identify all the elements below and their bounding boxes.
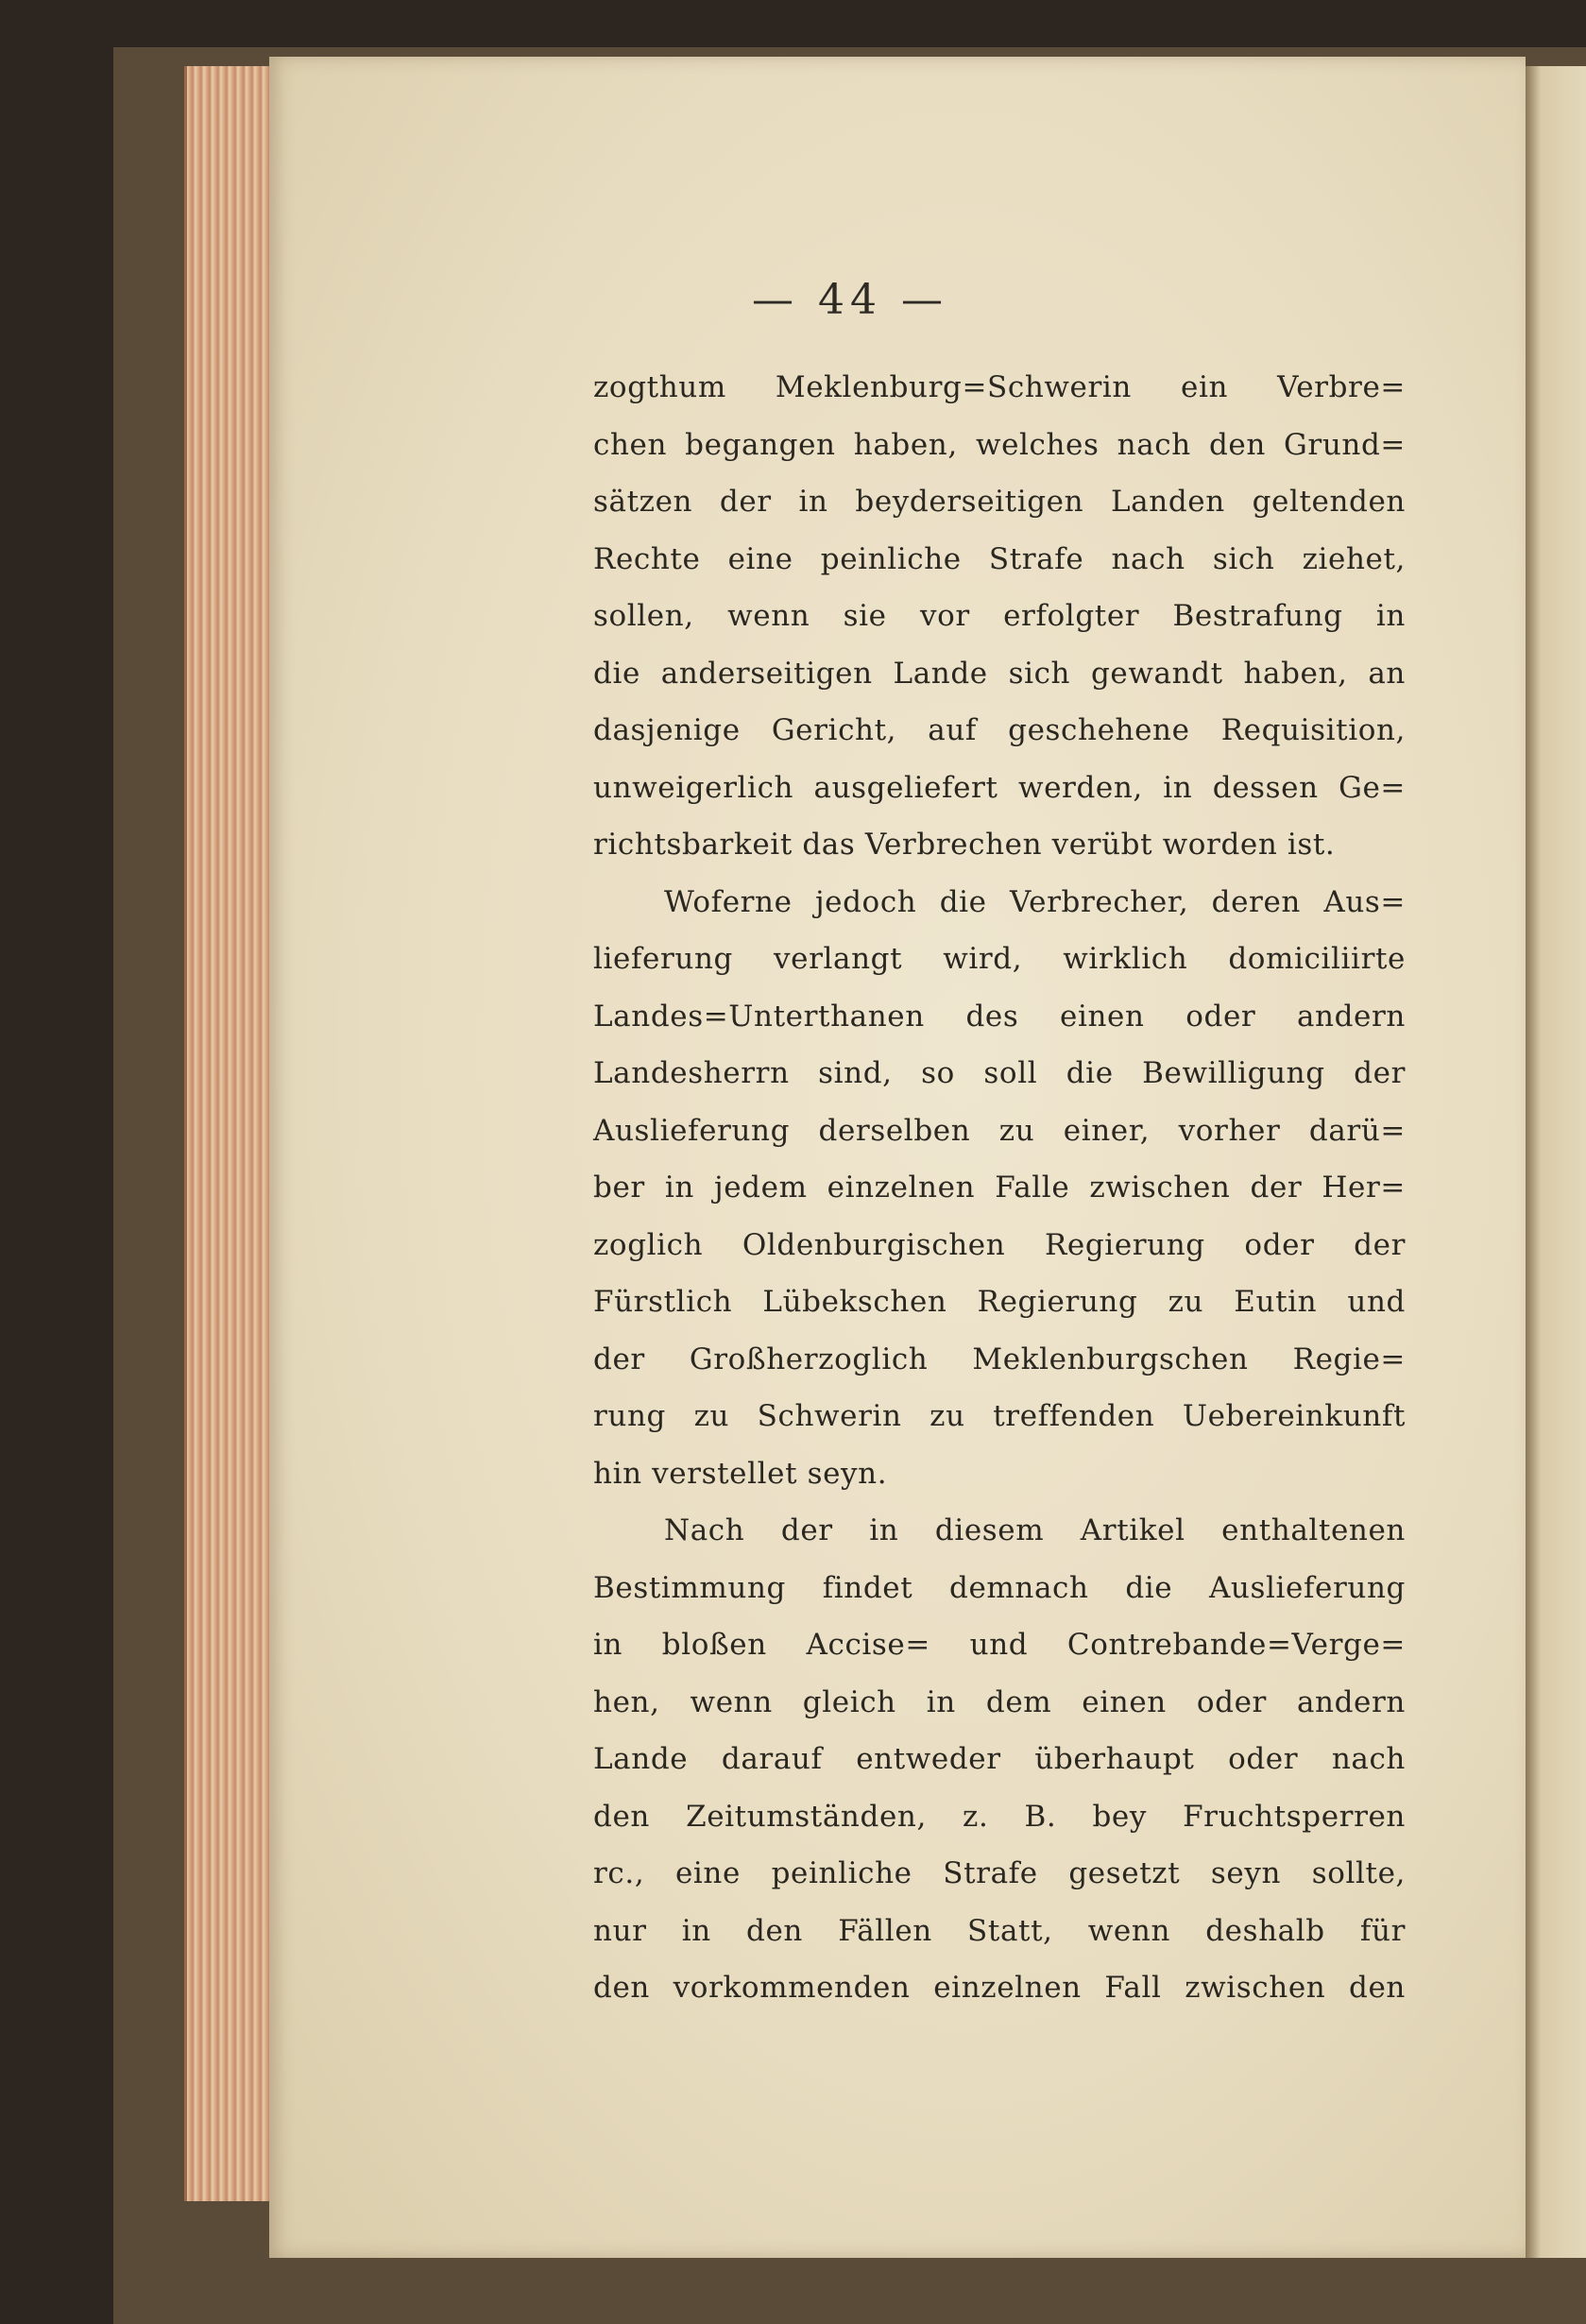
text-line: Lande darauf entweder überhaupt oder nach (593, 1742, 1406, 1776)
text-line: richtsbarkeit das Verbrechen verübt worden ist. (593, 828, 1336, 862)
text-line: den vorkommenden einzelnen Fall zwischen den (593, 1971, 1406, 2005)
text-line: nur in den Fällen Statt, wenn deshalb für (593, 1913, 1406, 1948)
text-line: rung zu Schwerin zu treffenden Uebereinkunft (593, 1399, 1406, 1433)
text-line: rc., eine peinliche Strafe gesetzt seyn sollte, (593, 1856, 1406, 1890)
text-line: zoglich Oldenburgischen Regierung oder der (593, 1227, 1406, 1262)
text-line: unweigerlich ausgeliefert werden, in dessen Ge= (593, 770, 1406, 805)
text-line: hen, wenn gleich in dem einen oder andern (593, 1684, 1406, 1719)
text-line: lieferung verlangt wird, wirklich domiciliirte (593, 942, 1406, 976)
page-number: — 44 — (752, 276, 948, 324)
text-line: die anderseitigen Lande sich gewandt haben, an (593, 656, 1406, 691)
text-line: Nach der in diesem Artikel enthaltenen (664, 1513, 1406, 1547)
text-line: Bestimmung findet demnach die Auslieferung (593, 1570, 1406, 1605)
text-line: Fürstlich Lübekschen Regierung zu Eutin und (593, 1285, 1406, 1319)
text-line: Auslieferung derselben zu einer, vorher darü= (593, 1113, 1406, 1148)
text-line: in bloßen Accise= und Contrebande=Verge= (593, 1628, 1406, 1662)
body-text (593, 359, 1406, 2017)
page-edges (184, 66, 272, 2201)
text-line: zogthum Meklenburg=Schwerin ein Verbre= (593, 370, 1406, 404)
text-line: Landes=Unterthanen des einen oder andern (593, 999, 1406, 1034)
text-line: der Großherzoglich Meklenburgschen Regie= (593, 1341, 1406, 1376)
text-line: dasjenige Gericht, auf geschehene Requisition, (593, 713, 1406, 747)
text-line: den Zeitumständen, z. B. bey Fruchtsperren (593, 1799, 1406, 1834)
next-page-edge (1526, 66, 1586, 2258)
text-line: hin verstellet seyn. (593, 1456, 888, 1491)
text-line: chen begangen haben, welches nach den Grund= (593, 427, 1406, 462)
text-line: sätzen der in beyderseitigen Landen geltenden (593, 485, 1406, 519)
text-line: sollen, wenn sie vor erfolgter Bestrafung in (593, 599, 1406, 633)
text-line: ber in jedem einzelnen Falle zwischen der Her= (593, 1171, 1406, 1205)
text-line: Woferne jedoch die Verbrecher, deren Aus= (664, 884, 1406, 919)
text-line: Landesherrn sind, so soll die Bewilligung der (593, 1056, 1406, 1090)
text-line: Rechte eine peinliche Strafe nach sich ziehet, (593, 541, 1406, 576)
